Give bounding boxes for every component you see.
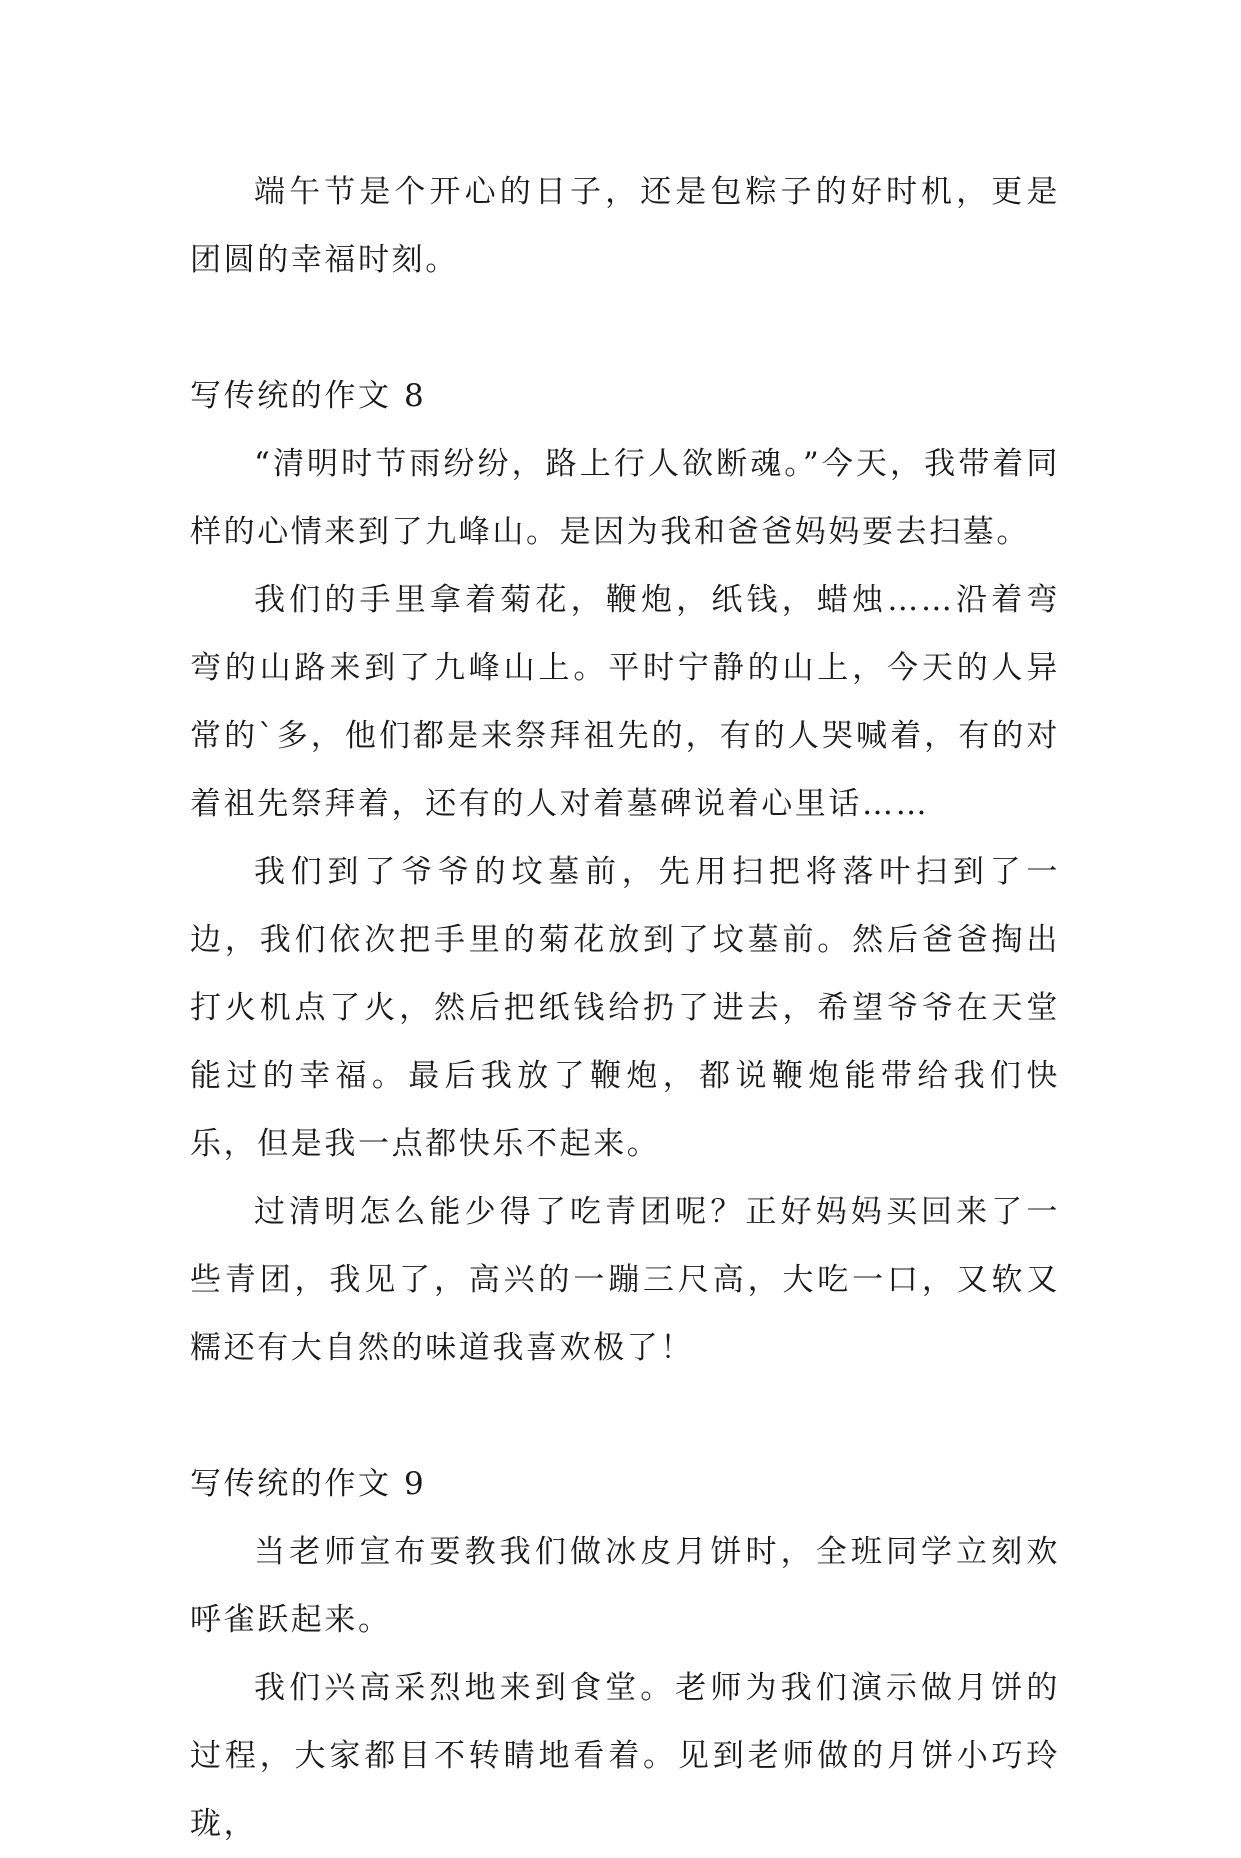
section-8-paragraph-2: 我们的手里拿着菊花，鞭炮，纸钱，蜡烛……沿着弯弯的山路来到了九峰山上。平时宁静的山上，今天的人异常的`多，他们都是来祭拜祖先的，有的人哭喊着，有的对着祖先祭拜着，还有的人对着墓碑说着心里话…… xyxy=(190,582,1060,822)
section-8-paragraph-3: 我们到了爷爷的坟墓前，先用扫把将落叶扫到了一边，我们依次把手里的菊花放到了坟墓前。然后爸爸掏出打火机点了火，然后把纸钱给扔了进去，希望爷爷在天堂能过的幸福。最后我放了鞭炮，都说鞭炮能带给我们快乐，但是我一点都快乐不起来。 xyxy=(190,854,1060,1162)
section-9-paragraph-2: 我们兴高采烈地来到食堂。老师为我们演示做月饼的过程，大家都目不转睛地看着。见到老师做的月饼小巧玲珑， xyxy=(190,1670,1060,1842)
section-8-paragraph-1: “清明时节雨纷纷，路上行人欲断魂。”今天，我带着同样的心情来到了九峰山。是因为我和爸爸妈妈要去扫墓。 xyxy=(190,446,1060,550)
section-8-heading: 写传统的作文 8 xyxy=(190,378,427,414)
section-gap xyxy=(190,1382,1060,1450)
section-9-heading: 写传统的作文 9 xyxy=(190,1466,427,1502)
intro-paragraph: 端午节是个开心的日子，还是包粽子的好时机，更是团圆的幸福时刻。 xyxy=(190,174,1060,278)
document-page xyxy=(190,158,1060,1858)
section-8-paragraph-4: 过清明怎么能少得了吃青团呢？正好妈妈买回来了一些青团，我见了，高兴的一蹦三尺高，大吃一口，又软又糯还有大自然的味道我喜欢极了！ xyxy=(190,1194,1060,1366)
section-gap xyxy=(190,294,1060,362)
section-9-paragraph-1: 当老师宣布要教我们做冰皮月饼时，全班同学立刻欢呼雀跃起来。 xyxy=(190,1534,1060,1638)
